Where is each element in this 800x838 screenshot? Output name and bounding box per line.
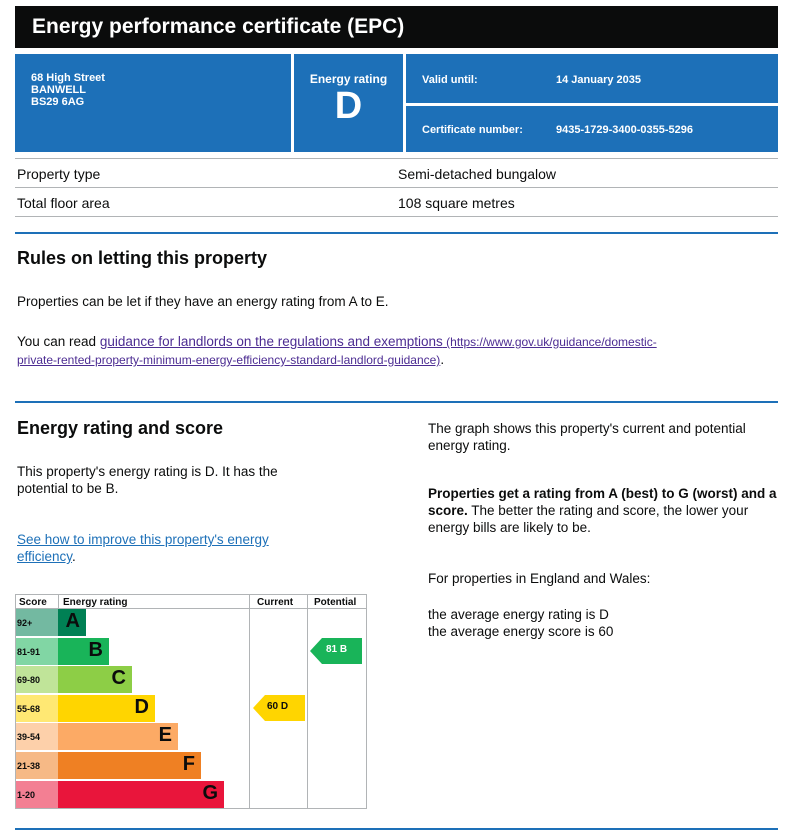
average-score-text: the average energy score is 60 xyxy=(428,624,614,639)
improve-link-suffix: . xyxy=(72,549,76,564)
band-letter-d: D xyxy=(134,695,149,718)
chart-header-current: Current xyxy=(257,597,294,608)
england-wales-text: For properties in England and Wales: xyxy=(428,571,651,586)
band-letter-g: G xyxy=(202,781,218,804)
guidance-link[interactable] xyxy=(17,334,657,367)
rules-text: Properties can be let if they have an energy rating from A to E. xyxy=(17,294,389,309)
band-bar-d xyxy=(58,695,155,722)
address-line-3: BS29 6AG xyxy=(31,96,85,108)
property-type-label: Property type xyxy=(17,166,101,182)
chart-header-energy-rating: Energy rating xyxy=(63,597,128,608)
floor-area-label: Total floor area xyxy=(17,195,110,211)
band-letter-f: F xyxy=(182,753,195,775)
section-divider xyxy=(15,232,778,234)
score-column-divider xyxy=(58,594,59,609)
rating-explanation-bold: Properties get a rating from A (best) to G (worst) and a score. xyxy=(428,486,777,518)
address-box xyxy=(15,54,291,152)
address-line-1: 68 High Street xyxy=(31,72,105,84)
valid-until-box xyxy=(406,54,778,103)
valid-until-value: 14 January 2035 xyxy=(556,74,642,86)
section-divider xyxy=(15,401,778,403)
band-bar-b xyxy=(58,638,109,665)
guidance-link-text: guidance for landlords on the regulations and exemptions xyxy=(99,334,443,349)
row-divider xyxy=(15,158,778,159)
chart-header-score: Score xyxy=(19,597,47,608)
band-score-d: 55-68 xyxy=(17,703,41,714)
band-score-b: 81-91 xyxy=(17,646,41,657)
band-bar-a xyxy=(58,609,86,636)
rules-heading: Rules on letting this property xyxy=(17,248,268,268)
guidance-url-line-2: private-rented-property-minimum-energy-efficiency-standard-landlord-guidance) xyxy=(17,353,441,367)
chart-header-potential: Potential xyxy=(314,597,357,608)
rules-guidance-text xyxy=(17,333,777,369)
band-letter-e: E xyxy=(158,724,172,747)
energy-rating-label: Energy rating xyxy=(309,72,388,86)
energy-rating-letter: D xyxy=(334,85,363,127)
potential-rating-arrow xyxy=(310,638,362,664)
energy-rating-box xyxy=(294,54,403,152)
average-rating-text: the average energy rating is D xyxy=(428,607,609,622)
rating-explanation-rest: The better the rating and score, the lower your energy bills are likely to be. xyxy=(428,503,749,535)
property-type-value: Semi-detached bungalow xyxy=(398,166,556,182)
page-title: Energy performance certificate (EPC) xyxy=(15,6,778,48)
band-letter-c: C xyxy=(111,667,126,690)
band-letter-b: B xyxy=(88,638,103,661)
band-score-f: 21-38 xyxy=(17,761,41,771)
potential-rating-label: 81 B xyxy=(326,643,348,655)
band-score-e: 39-54 xyxy=(17,732,41,743)
current-rating-label: 60 D xyxy=(267,700,289,712)
current-column-divider xyxy=(249,594,250,809)
score-text: This property's energy rating is D. It has the potential to be B. xyxy=(17,464,278,496)
band-letter-a: A xyxy=(65,610,80,632)
address-line-2: BANWELL xyxy=(31,84,86,96)
section-divider xyxy=(15,828,778,830)
score-heading: Energy rating and score xyxy=(17,418,224,438)
band-bar-e xyxy=(58,723,178,750)
band-score-c: 69-80 xyxy=(17,675,41,686)
band-bar-c xyxy=(58,666,132,693)
improve-link-line-2: efficiency xyxy=(17,549,73,564)
certificate-number-box xyxy=(406,106,778,152)
band-score-g: 1-20 xyxy=(17,789,36,800)
guidance-suffix: . xyxy=(440,352,445,367)
current-rating-arrow xyxy=(253,695,305,721)
rules-guidance-prefix: You can read xyxy=(17,334,100,349)
improve-link-wrapper xyxy=(17,531,337,565)
improve-efficiency-link[interactable] xyxy=(17,532,269,564)
rating-explanation xyxy=(428,485,778,536)
graph-description: The graph shows this property's current and potential energy rating. xyxy=(428,421,746,453)
floor-area-value: 108 square metres xyxy=(398,195,515,211)
row-divider xyxy=(15,187,778,188)
band-bar-g xyxy=(58,781,224,808)
valid-until-label: Valid until: xyxy=(422,74,478,86)
band-score-a: 92+ xyxy=(17,618,33,628)
certificate-number-label: Certificate number: xyxy=(422,124,523,136)
potential-column-divider xyxy=(307,594,308,809)
certificate-number-value: 9435-1729-3400-0355-5296 xyxy=(556,124,694,136)
band-bar-f xyxy=(58,752,201,779)
row-divider xyxy=(15,216,778,217)
improve-link-line-1: See how to improve this property's energy xyxy=(17,532,269,547)
guidance-url-line-1: (https://www.gov.uk/guidance/domestic- xyxy=(442,335,657,349)
